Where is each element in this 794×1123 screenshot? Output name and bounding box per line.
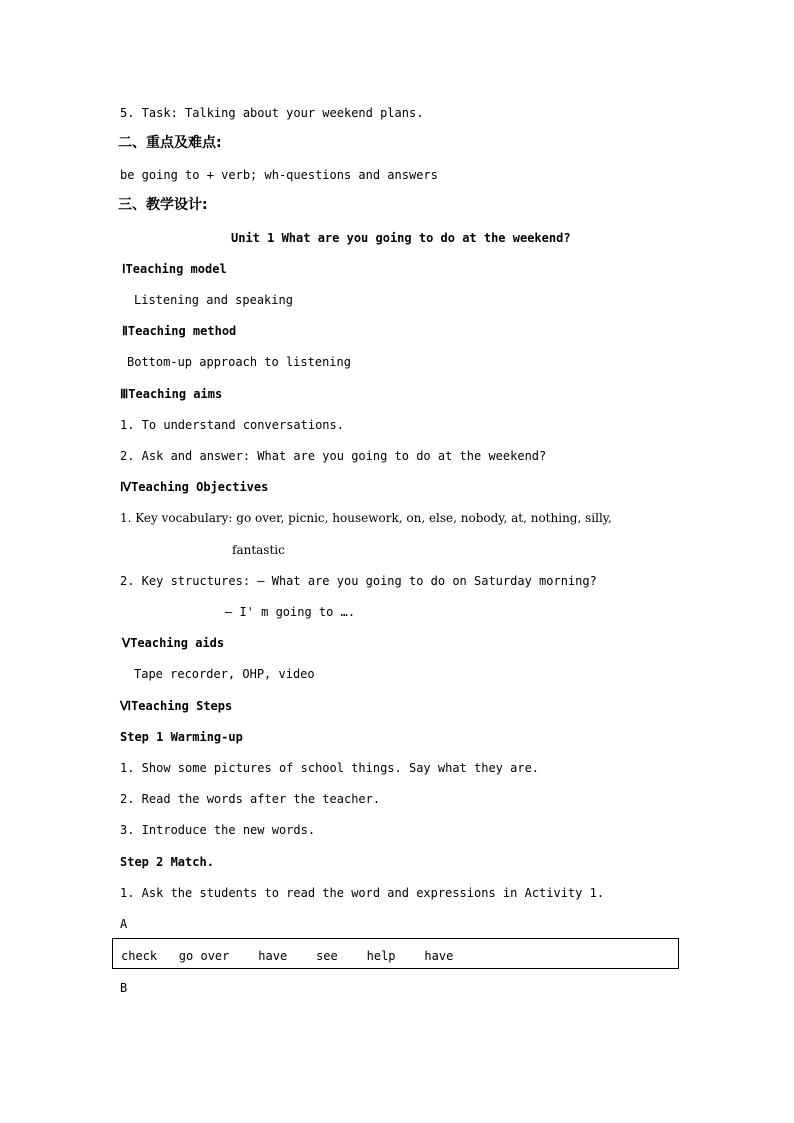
task-line: 5. Task: Talking about your weekend plans.	[120, 106, 424, 120]
step2-item: 1. Ask the students to read the word and expressions in Activity 1.	[120, 886, 605, 900]
step1-item: 3. Introduce the new words.	[120, 823, 316, 837]
unit-title: Unit 1 What are you going to do at the weekend?	[231, 231, 571, 245]
teaching-method-heading: ⅡTeaching method	[122, 324, 237, 338]
step1-item: 1. Show some pictures of school things. Say what they are.	[120, 761, 540, 775]
objectives-vocabulary: 1. Key vocabulary: go over, picnic, housework, on, else, nobody, at, nothing, silly,	[120, 511, 612, 525]
teaching-objectives-heading: ⅣTeaching Objectives	[120, 480, 269, 494]
label-a: A	[120, 917, 128, 931]
teaching-model-body: Listening and speaking	[134, 293, 293, 307]
step1-heading: Step 1 Warming-up	[120, 730, 243, 744]
objectives-vocabulary-continued: fantastic	[232, 543, 285, 557]
teaching-steps-heading: ⅥTeaching Steps	[120, 699, 233, 713]
teaching-model-heading: ⅠTeaching model	[122, 262, 227, 276]
teaching-aids-heading: ⅤTeaching aids	[122, 636, 225, 650]
teaching-aids-body: Tape recorder, OHP, video	[134, 667, 315, 681]
step2-heading: Step 2 Match.	[120, 855, 214, 869]
label-b: B	[120, 981, 128, 995]
objectives-structures: 2. Key structures: — What are you going to do on Saturday morning?	[120, 574, 597, 588]
word-box-words: check go over have see help have	[121, 949, 454, 963]
aim-item: 2. Ask and answer: What are you going to do at the weekend?	[120, 449, 547, 463]
section3-heading: 三、教学设计:	[118, 197, 208, 213]
teaching-aims-heading: ⅢTeaching aims	[120, 387, 223, 401]
aim-item: 1. To understand conversations.	[120, 418, 344, 432]
step1-item: 2. Read the words after the teacher.	[120, 792, 381, 806]
section2-heading: 二、重点及难点:	[118, 135, 222, 151]
teaching-method-body: Bottom-up approach to listening	[127, 355, 351, 369]
word-box	[112, 938, 679, 969]
key-points: be going to + verb; wh-questions and answers	[120, 168, 438, 182]
objectives-structures-continued: — I' m going to ….	[225, 605, 356, 619]
